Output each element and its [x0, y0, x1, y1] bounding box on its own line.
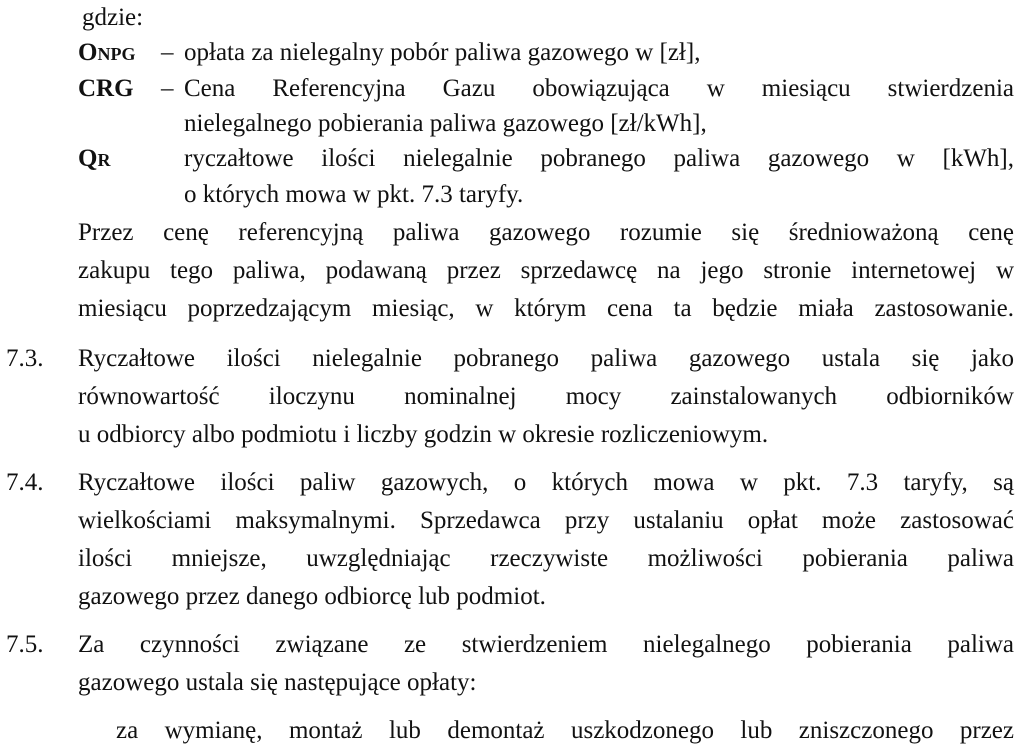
definition-dash: –	[161, 39, 174, 66]
intro-text: gdzie:	[82, 4, 144, 31]
section-7-5-line2: gazowego ustala się następujące opłaty:	[78, 669, 477, 696]
section-number-7-3: 7.3.	[6, 345, 44, 372]
trailing-list-line: za wymianę, montaż lub demontaż uszkodzonego lub zniszczonego przez	[116, 717, 1014, 744]
reference-paragraph-line2: zakupu tego paliwa, podawaną przez sprzedawcę na jego stronie internetowej w	[78, 257, 1014, 284]
section-number-7-5: 7.5.	[6, 631, 44, 658]
definition-symbol-qr	[78, 144, 110, 175]
definition-symbol-onpg	[78, 38, 135, 69]
section-7-4-line2: wielkościami maksymalnymi. Sprzedawca przy ustalaniu opłat może zastosować	[78, 507, 1014, 534]
section-7-5-line1: Za czynności związane ze stwierdzeniem nielegalnego pobierania paliwa	[78, 631, 1014, 658]
reference-paragraph-line3: miesiącu poprzedzającym miesiąc, w którym cena ta będzie miała zastosowanie.	[78, 295, 1014, 322]
section-7-4-line3: ilości mniejsze, uwzględniając rzeczywiste możliwości pobierania paliwa	[78, 545, 1014, 572]
symbol-main: CRG	[78, 75, 134, 102]
definition-text-onpg: opłata za nielegalny pobór paliwa gazowego w [zł],	[184, 39, 701, 66]
definition-text-crg-line1: Cena Referencyjna Gazu obowiązująca w miesiącu stwierdzenia	[184, 75, 1014, 102]
definition-text-crg-line2: nielegalnego pobierania paliwa gazowego [zł/kWh],	[184, 110, 707, 137]
section-7-3-line3: u odbiorcy albo podmiotu i liczby godzin w okresie rozliczeniowym.	[78, 421, 769, 448]
section-7-3-line2: równowartość iloczynu nominalnej mocy zainstalowanych odbiorników	[78, 383, 1014, 410]
definition-text-qr-line2: o których mowa w pkt. 7.3 taryfy.	[184, 181, 524, 208]
section-7-4-line1: Ryczałtowe ilości paliw gazowych, o których mowa w pkt. 7.3 taryfy, są	[78, 469, 1014, 496]
section-7-3-line1: Ryczałtowe ilości nielegalnie pobranego paliwa gazowego ustala się jako	[78, 345, 1014, 372]
definition-text-qr-line1: ryczałtowe ilości nielegalnie pobranego paliwa gazowego w [kWh],	[184, 145, 1014, 172]
section-number-7-4: 7.4.	[6, 469, 44, 496]
reference-paragraph-line1: Przez cenę referencyjną paliwa gazowego rozumie się średnioważoną cenę	[78, 219, 1014, 246]
definition-dash: –	[161, 75, 174, 102]
definition-symbol-crg	[78, 74, 134, 105]
symbol-main: Q	[78, 145, 98, 172]
section-7-4-line4: gazowego przez danego odbiorcę lub podmiot.	[78, 583, 546, 610]
symbol-subscript: R	[97, 150, 111, 170]
symbol-subscript: NPG	[97, 44, 136, 64]
symbol-main: O	[78, 39, 98, 66]
